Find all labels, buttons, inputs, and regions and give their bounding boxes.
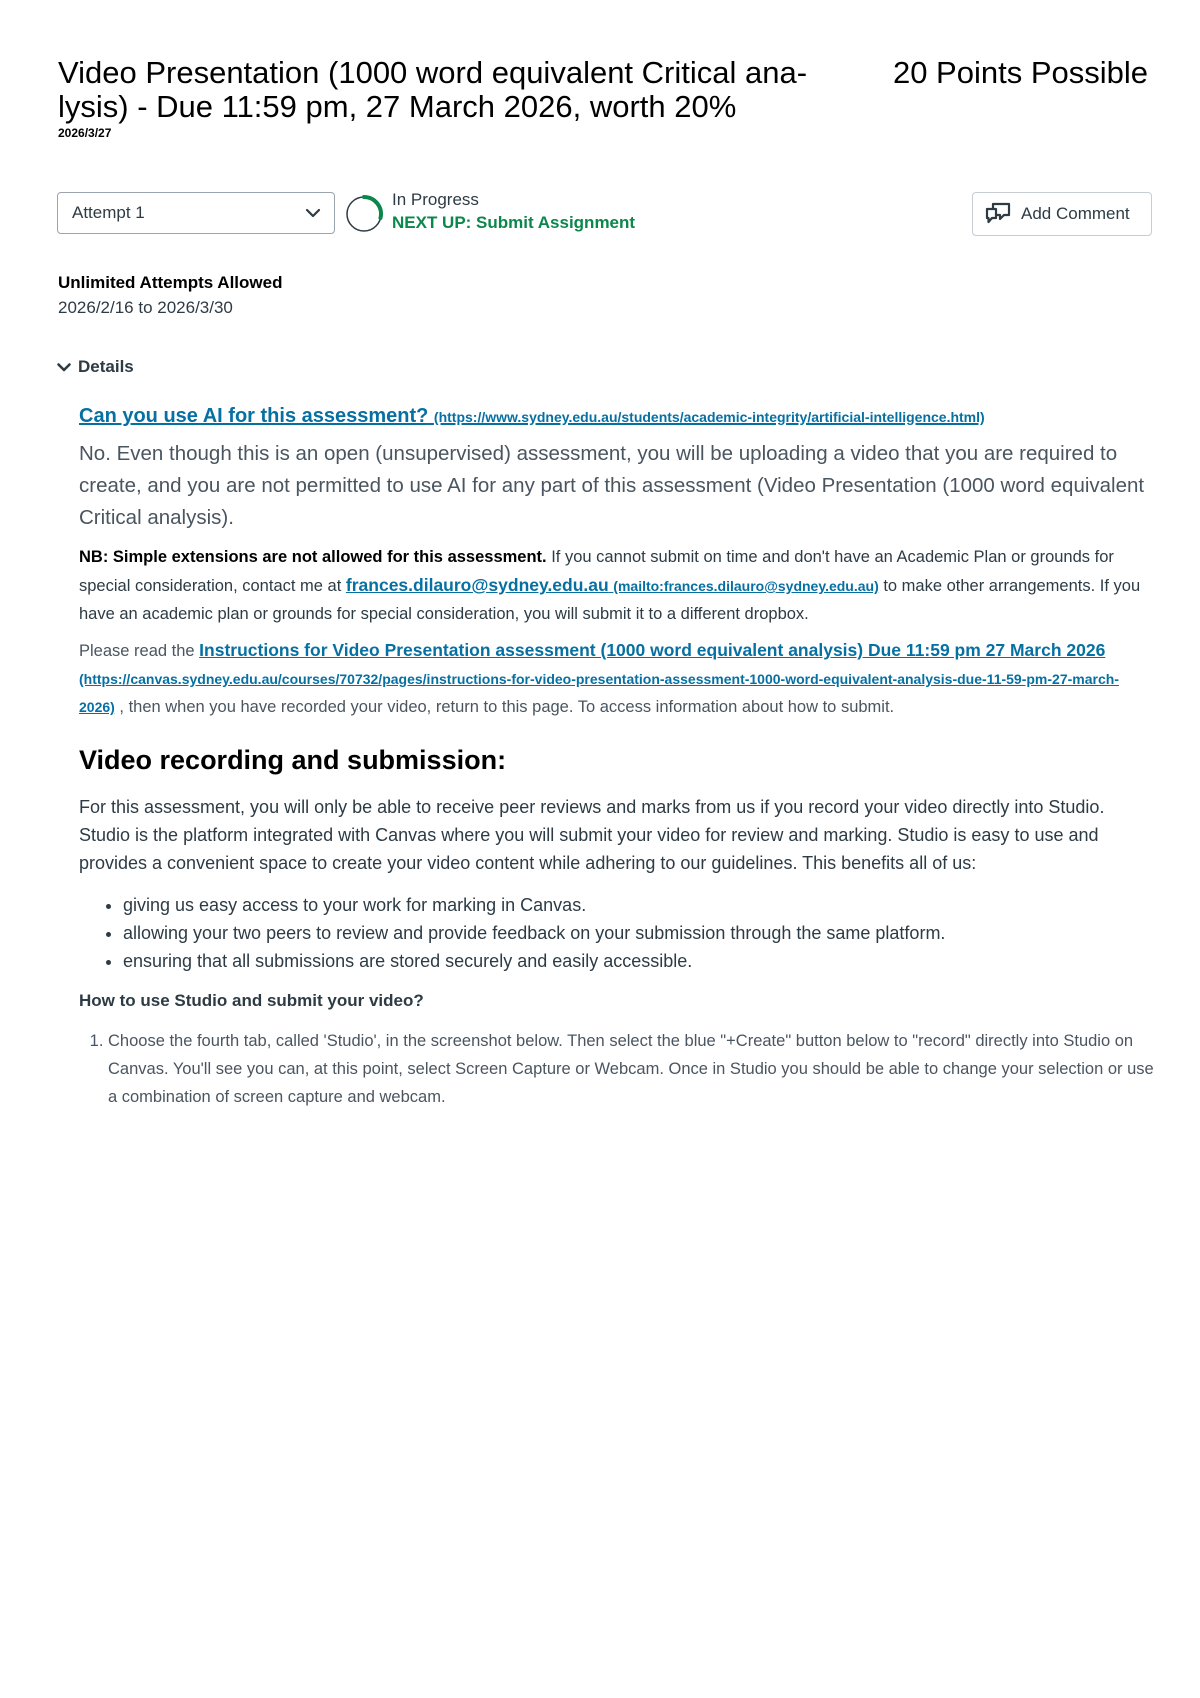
add-comment-button[interactable] [972, 192, 1152, 236]
progress-ring-icon [343, 193, 385, 235]
chevron-down-icon [56, 359, 72, 375]
status-text: In Progress [392, 190, 479, 209]
availability-range: 2026/2/16 to 2026/3/30 [58, 298, 233, 317]
email-link[interactable]: frances.dilauro@sydney.edu.au (mailto:frances.dilauro@sydney.edu.au) [345, 575, 879, 595]
section-heading: Video recording and submission: [79, 745, 507, 775]
ai-question [79, 403, 1154, 430]
details-toggle[interactable] [56, 357, 134, 377]
attempts-info [58, 272, 282, 322]
ai-answer: No. Even though this is an open (unsupervised) assessment, you will be uploading a video that you are required to create, and you are not permitted to use AI for any part of this assessment (Video Presentation (1000 word equivalent Critical analysis). [79, 442, 1145, 529]
list-item: • ensuring that all submissions are stored securely and easily accessible. [123, 947, 1154, 975]
attempt-status [392, 189, 635, 235]
attempt-select[interactable] [57, 192, 335, 234]
studio-paragraph: For this assessment, you will only be able to receive peer reviews and marks from us if you record your video directly into Studio. Studio is the platform integrated with Canvas where you will submit your video for review and marking. Studio is easy to use and provides a convenient space to create your video content while adhering to our guidelines. This benefits all of us: [79, 797, 1105, 873]
next-up-text: NEXT UP: Submit Assignment [392, 213, 636, 232]
ai-question-link[interactable]: Can you use AI for this assessment? (https://www.sydney.edu.au/students/academic-integrity/artificial-intelligence.html) [79, 405, 985, 427]
chevron-down-icon [304, 204, 322, 222]
howto-heading: How to use Studio and submit your video? [79, 991, 424, 1010]
assignment-title: Video Presentation (1000 word equivalent Critical ana-lysis) - Due 11:59 pm, 27 March 2026, worth 20% [58, 55, 808, 124]
list-item: • allowing your two peers to review and provide feedback on your submission through the same platform. [123, 919, 1154, 947]
benefits-list [79, 891, 1154, 975]
assignment-description [79, 403, 1154, 1111]
due-date: 2026/3/27 [58, 126, 112, 140]
steps-list [79, 1027, 1154, 1111]
instructions-link[interactable]: Instructions for Video Presentation assessment (1000 word equivalent analysis) Due 11:59 pm 27 March 2026 (https://canvas.sydney.edu.au/courses/70732/pages/instructions-for-video-presentation-assessment-1000-word-equivalent-analysis-due-11-59-pm-27-march-2026) [79, 640, 1119, 715]
list-item: • giving us easy access to your work for marking in Canvas. [123, 891, 1154, 919]
extension-note: NB: Simple extensions are not allowed for this assessment. If you cannot submit on time and don't have an Academic Plan or grounds for special consideration, contact me at frances.dilauro@sydney.edu.au (mailto:frances.dilauro@sydney.edu.au) to make other arrangements. If you have an academic plan or grounds for special consideration, you will submit it to a different dropbox. [79, 548, 1141, 623]
attempts-allowed: Unlimited Attempts Allowed [58, 273, 283, 292]
instructions-paragraph: Please read the Instructions for Video Presentation assessment (1000 word equivalent analysis) Due 11:59 pm 27 March 2026 (https://canvas.sydney.edu.au/courses/70732/pages/instructions-for-video-presentation-assessment-1000-word-equivalent-analysis-due-11-59-pm-27-march-2026) , then when you have recorded your video, return to this page. To access information about how to submit. [79, 640, 1119, 716]
points-possible: 20 Points Possible [892, 55, 1148, 90]
assignment-header [58, 56, 1148, 140]
details-label: Details [78, 357, 134, 376]
extension-note-bold: NB: Simple extensions are not allowed for this assessment. [79, 548, 547, 566]
comment-icon [985, 202, 1011, 226]
attempt-select-value: Attempt 1 [72, 203, 145, 222]
add-comment-label: Add Comment [1021, 204, 1130, 223]
list-item: 1. Choose the fourth tab, called 'Studio', in the screenshot below. Then select the blue "+Create" button below to "record" directly into Studio on Canvas. You'll see you can, at this point, select Screen Capture or Webcam. Once in Studio you should be able to change your selection or use a combination of screen capture and webcam. [108, 1027, 1154, 1111]
